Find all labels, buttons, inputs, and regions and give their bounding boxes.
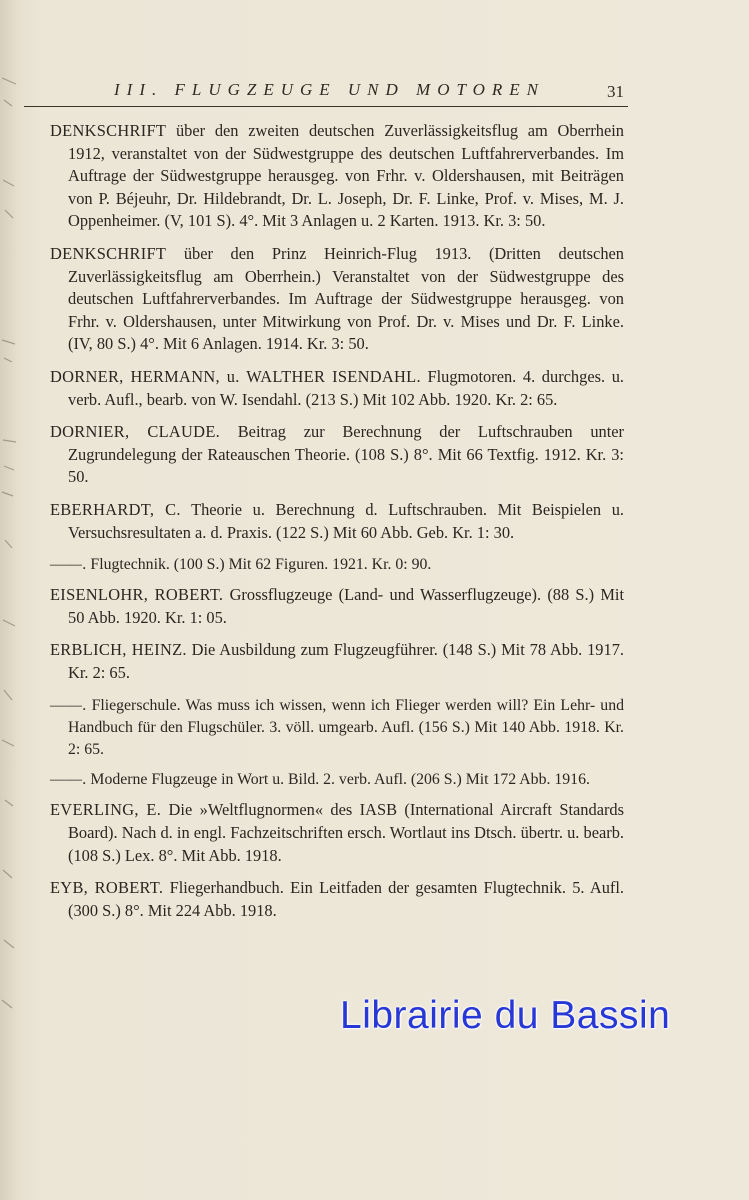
bibliography-entry	[50, 120, 624, 233]
gutter-ink-marks	[0, 40, 22, 1040]
bibliography-entry	[50, 243, 624, 356]
bibliography-entry	[50, 769, 624, 791]
bibliography-entry	[50, 554, 624, 576]
bibliography-list	[50, 120, 624, 932]
bibliography-entry	[50, 799, 624, 867]
entry-text: Die Ausbildung zum Flugzeugführer. (148 S.) Mit 78 Abb. 1917. Kr. 2: 65.	[68, 640, 624, 683]
entry-author: DORNIER, CLAUDE.	[50, 422, 221, 442]
entry-author: DENKSCHRIFT	[50, 121, 167, 140]
entry-text: Grossflugzeuge (Land- und Wasserflugzeuge). (88 S.) Mit 50 Abb. 1920. Kr. 1: 05.	[68, 585, 625, 627]
entry-text: Beitrag zur Berechnung der Luftschrauben unter Zugrundelegung der Rateauschen Theorie. (108 S.) 8°. Mit 66 Textfig. 1912. Kr. 3: 50.	[68, 422, 624, 487]
entry-text: über den Prinz Heinrich-Flug 1913. (Dritten deutschen Zuverlässigkeitsflug am Oberrhein.) Veranstaltet von der Südwestgruppe des deutschen Luftfahrerverbandes. Im Auftrage der Südwestgruppe herausgeg. von Frhr. v. Oldershausen, unter Mitwirkung von Prof. Dr. v. Mises und Dr. F. Linke. (IV, 80 S.) 4°. Mit 6 Anlagen. 1914. Kr. 3: 50.	[68, 243, 624, 354]
entry-author: ——.	[50, 771, 87, 789]
bibliography-entry	[50, 366, 624, 411]
bibliography-entry	[50, 584, 624, 629]
entry-author: ——.	[50, 696, 87, 714]
entry-text: Flugmotoren. 4. durchges. u. verb. Aufl., bearb. von W. Isendahl. (213 S.) Mit 102 Abb. 1920. Kr. 2: 65.	[68, 366, 624, 409]
entry-author: DENKSCHRIFT	[50, 243, 167, 263]
bibliography-entry	[50, 499, 624, 544]
bibliography-entry	[50, 421, 624, 489]
bibliography-entry	[50, 639, 624, 684]
running-header	[24, 74, 628, 107]
entry-text: Fliegerhandbuch. Ein Leitfaden der gesamten Flugtechnik. 5. Aufl. (300 S.) 8°. Mit 224 Abb. 1918.	[68, 878, 624, 920]
entry-text: Fliegerschule. Was muss ich wissen, wenn ich Flieger werden will? Ein Lehr- und Handbuch für den Flugschüler. 3. völl. umgearb. Aufl. (156 S.) Mit 140 Abb. 1918. Kr. 2: 65.	[68, 696, 624, 759]
chapter-title: III. FLUGZEUGE UND MOTOREN	[114, 80, 546, 99]
page-number: 31	[607, 82, 624, 101]
entry-author: EVERLING, E.	[50, 800, 162, 820]
entry-author: EBERHARDT, C.	[50, 499, 181, 519]
bibliography-entry	[50, 695, 624, 762]
entry-author: ERBLICH, HEINZ.	[50, 640, 187, 660]
entry-text: Flugtechnik. (100 S.) Mit 62 Figuren. 1921. Kr. 0: 90.	[86, 556, 432, 574]
entry-author: DORNER, HERMANN, u. WALTHER ISENDAHL.	[50, 366, 421, 386]
entry-author: ——.	[50, 556, 87, 574]
bookseller-watermark: Librairie du Bassin	[340, 994, 671, 1037]
entry-text: Moderne Flugzeuge in Wort u. Bild. 2. verb. Aufl. (206 S.) Mit 172 Abb. 1916.	[86, 771, 590, 789]
entry-text: Theorie u. Berechnung d. Luftschrauben. Mit Beispielen u. Versuchsresultaten a. d. Praxis. (122 S.) Mit 60 Abb. Geb. Kr. 1: 30.	[68, 499, 624, 542]
entry-author: EYB, ROBERT.	[50, 878, 164, 898]
bibliography-entry	[50, 877, 624, 922]
entry-text: Die »Weltflugnormen« des IASB (International Aircraft Standards Board). Nach d. in engl. Fachzeitschriften ersch. Wortlaut ins Dtsch. übertr. u. bearb. (108 S.) Lex. 8°. Mit Abb. 1918.	[68, 800, 625, 865]
entry-text: über den zweiten deutschen Zuverlässigkeitsflug am Oberrhein 1912, veranstaltet von der Südwestgruppe des deutschen Luftfahrerverbandes. Im Auftrage der Südwestgruppe herausgeg. von Frhr. v. Oldershausen, mit Beiträgen von P. Béjeuhr, Dr. Hildebrandt, Dr. L. Joseph, Dr. F. Linke, Prof. v. Mises, M. J. Oppenheimer. (V, 101 S). 4°. Mit 3 Anlagen u. 2 Karten. 1913. Kr. 3: 50.	[68, 121, 624, 231]
entry-author: EISENLOHR, ROBERT.	[50, 585, 224, 605]
